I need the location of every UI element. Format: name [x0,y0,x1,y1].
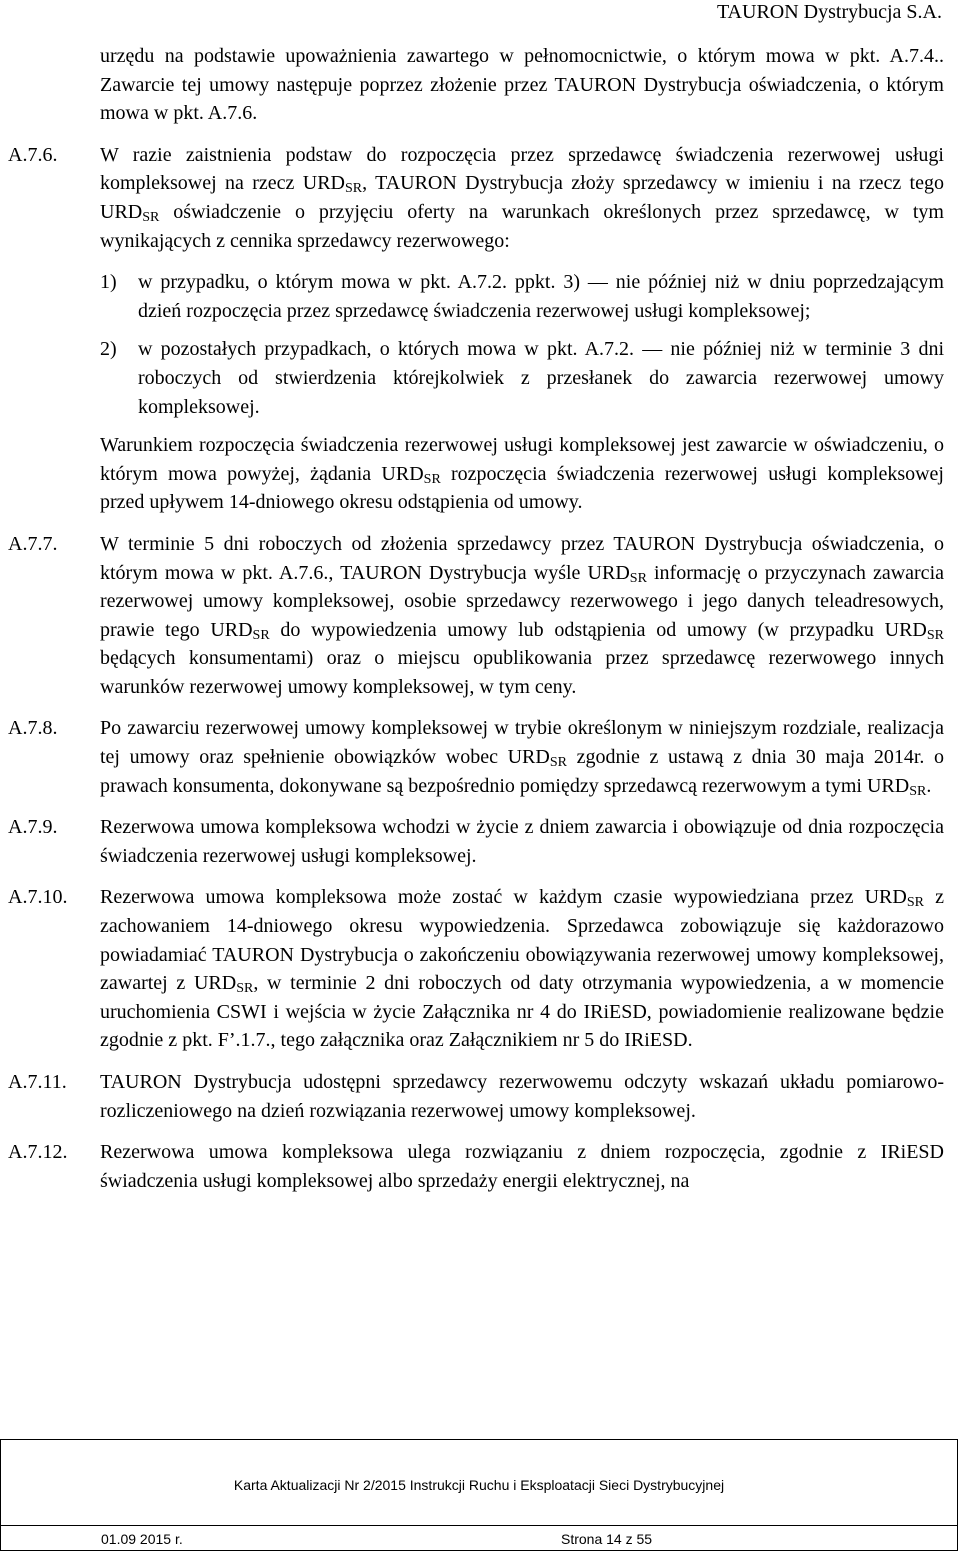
section-a-7-9 [0,813,960,870]
urd-sr: $URD_{SR}$ [193,972,254,997]
list-item-number: 2) [100,338,117,361]
footer-title: Karta Aktualizacji Nr 2/2015 Instrukcji Ruchu i Eksploatacji Sieci Dystrybucyjnej [233,1477,725,1493]
urd-sr: $URD_{SR}$ [100,200,160,225]
section-a-7-8 [0,714,960,800]
section-a-7-10 [0,883,960,1055]
section-a-7-12 [0,1138,960,1195]
section-a-7-6 [0,141,960,255]
section-text: Rezerwowa umowa kompleksowa ulega rozwiązaniu z dniem rozpoczęcia, zgodnie z IRiESD świadczenia usługi kompleksowej albo sprzedaży energii elektrycznej, na [100,1141,944,1192]
urd-sr: $URD_{SR}$ [507,746,567,771]
footer-divider [1,1525,957,1526]
page-footer [0,1439,958,1551]
section-number: A.7.11. [8,1071,67,1093]
list-item [100,268,944,325]
section-number: A.7.8. [8,717,58,740]
section-text: W razie zaistnienia podstaw do rozpoczęcia przez sprzedawcę świadczenia rezerwowej usługi kompleksowej na rzecz $URD_{SR}$, TAURON Dystrybucja złoży sprzedawcy w imieniu i na rzecz tego $URD_{SR}$ oświadczenie o przyjęciu oferty na warunkach określonych przez sprzedawcę, w tym wynikających z cennika sprzedawcy rezerwowego: [100,143,944,252]
footer-date: 01.09 2015 r. [101,1531,183,1547]
list-item-number: 1) [100,271,117,294]
list-item-text: w przypadku, o którym mowa w pkt. A.7.2. ppkt. 3) ― nie później niż w dniu poprzedzającym dzień rozpoczęcia przez sprzedawcę świadczenia rezerwowej usługi kompleksowej; [138,271,944,322]
urd-sr: $URD_{SR}$ [381,462,441,487]
section-text: Warunkiem rozpoczęcia świadczenia rezerwowej usługi kompleksowej jest zawarcie w oświadczeniu, o którym mowa powyżej, żądania $URD_{SR}$ rozpoczęcia świadczenia rezerwowej usługi kompleksowej przed upływem 14-dniowego okresu odstąpienia od umowy. [100,434,944,514]
urd-sr: $URD_{SR}$ [302,172,363,197]
urd-sr: $URD_{SR}$ [866,774,927,799]
section-a-7-11 [0,1068,960,1125]
section-a-7-6-condition [0,431,960,517]
list-item-text: w pozostałych przypadkach, o których mowa w pkt. A.7.2. ― nie później niż w terminie 3 dni roboczych od stwierdzenia którejkolwiek z przesłanek do zawarcia rezerwowej umowy kompleksowej. [138,338,944,418]
company-header: TAURON Dystrybucja S.A. [716,1,942,23]
intro-paragraph [0,42,960,128]
section-text: TAURON Dystrybucja udostępni sprzedawcy rezerwowemu odczyty wskazań układu pomiarowo-rozliczeniowego na dzień rozwiązania rezerwowej umowy kompleksowej. [100,1071,944,1122]
urd-sr: $URD_{SR}$ [864,886,924,911]
document-body [0,42,960,1208]
urd-sr: $URD_{SR}$ [210,618,270,643]
urd-sr: $URD_{SR}$ [587,561,647,586]
section-number: A.7.10. [8,886,68,909]
section-a-7-7 [0,530,960,702]
section-number: A.7.6. [8,143,58,166]
section-number: A.7.7. [8,532,58,555]
section-number: A.7.9. [8,816,58,839]
section-text: Rezerwowa umowa kompleksowa wchodzi w życie z dniem zawarcia i obowiązuje od dnia rozpoczęcia świadczenia rezerwowej usługi kompleksowej. [100,816,944,867]
section-number: A.7.12. [8,1141,68,1164]
intro-text: urzędu na podstawie upoważnienia zawartego w pełnomocnictwie, o którym mowa w pkt. A.7.4.. Zawarcie tej umowy następuje poprzez złożenie przez TAURON Dystrybucja oświadczenia, o którym mowa w pkt. A.7.6. [100,45,944,125]
section-text: W terminie 5 dni roboczych od złożenia sprzedawcy przez TAURON Dystrybucja oświadczenia, o którym mowa w pkt. A.7.6., TAURON Dystrybucja wyśle $URD_{SR}$ informację o przyczynach zawarcia rezerwowej umowy kompleksowej, osobie sprzedawcy rezerwowego i jego danych teleadresowych, prawie tego $URD_{SR}$ do wypowiedzenia umowy lub odstąpienia od umowy (w przypadku $URD_{SR}$ będących konsumentami) oraz o miejscu opublikowania przez sprzedawcę rezerwowego innych warunków rezerwowej umowy kompleksowej, w tym ceny. [100,532,944,698]
list-item [100,335,944,421]
section-text: Po zawarciu rezerwowej umowy kompleksowej w trybie określonym w niniejszym rozdziale, realizacja tej umowy oraz spełnienie obowiązków wobec $URD_{SR}$ zgodnie z ustawą z dnia 30 maja 2014r. o prawach konsumenta, dokonywane są bezpośrednio pomiędzy sprzedawcą rezerwowym a tymi $URD_{SR}$. [100,717,944,799]
section-text: Rezerwowa umowa kompleksowa może zostać w każdym czasie wypowiedziana przez $URD_{SR}$ z zachowaniem 14-dniowego okresu wypowiedzenia. Sprzedawca zobowiązuje się każdorazowo powiadamiać TAURON Dystrybucja o zakończeniu obowiązywania rezerwowej umowy kompleksowej, zawartej z $URD_{SR}$, w terminie 2 dni roboczych od daty otrzymania wypowiedzenia, a w momencie uruchomienia CSWI i wejścia w życie Załącznika nr 4 do IRiESD, powiadomienie realizowane będzie zgodnie z pkt. F’.1.7., tego załącznika oraz Załącznikiem nr 5 do IRiESD. [100,886,945,1052]
urd-sr: $URD_{SR}$ [884,618,944,643]
page-number: Strona 14 z 55 [561,1531,653,1547]
